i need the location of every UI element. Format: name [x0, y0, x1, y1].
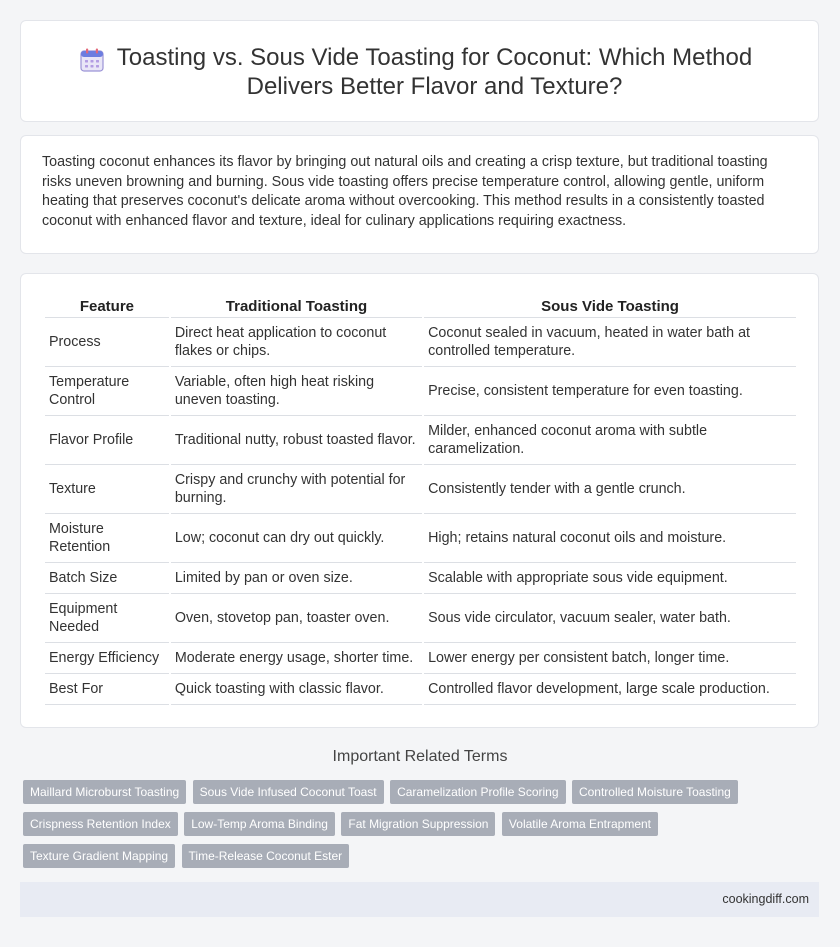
- intro-card: [20, 135, 819, 254]
- table-cell-traditional: Limited by pan or oven size.: [171, 563, 422, 594]
- table-cell-feature: Process: [45, 318, 169, 367]
- related-term-tag[interactable]: Caramelization Profile Scoring: [390, 780, 565, 804]
- table-cell-sous-vide: Coconut sealed in vacuum, heated in water bath at controlled temperature.: [424, 318, 796, 367]
- table-cell-sous-vide: Lower energy per consistent batch, longer time.: [424, 643, 796, 674]
- related-term-tag[interactable]: Low-Temp Aroma Binding: [184, 812, 335, 836]
- table-row: [45, 674, 796, 705]
- table-cell-feature: Energy Efficiency: [45, 643, 169, 674]
- table-row: [45, 563, 796, 594]
- table-cell-feature: Flavor Profile: [45, 416, 169, 465]
- table-cell-traditional: Low; coconut can dry out quickly.: [171, 514, 422, 563]
- table-cell-feature: Temperature Control: [45, 367, 169, 416]
- table-cell-traditional: Direct heat application to coconut flakes or chips.: [171, 318, 422, 367]
- table-header-row: [45, 294, 796, 318]
- column-header-sous-vide: Sous Vide Toasting: [424, 294, 796, 318]
- column-header-feature: Feature: [45, 294, 169, 318]
- table-cell-sous-vide: Milder, enhanced coconut aroma with subtle caramelization.: [424, 416, 796, 465]
- table-cell-feature: Moisture Retention: [45, 514, 169, 563]
- page-title: Toasting vs. Sous Vide Toasting for Coconut: Which Method Delivers Better Flavor and Texture?: [116, 44, 753, 100]
- table-cell-traditional: Variable, often high heat risking uneven toasting.: [171, 367, 422, 416]
- related-term-tag[interactable]: Controlled Moisture Toasting: [572, 780, 738, 804]
- comparison-table-card: [20, 273, 819, 728]
- table-cell-traditional: Traditional nutty, robust toasted flavor.: [171, 416, 422, 465]
- related-term-tag[interactable]: Fat Migration Suppression: [341, 812, 495, 836]
- table-cell-sous-vide: High; retains natural coconut oils and moisture.: [424, 514, 796, 563]
- table-cell-traditional: Oven, stovetop pan, toaster oven.: [171, 594, 422, 643]
- intro-paragraph: Toasting coconut enhances its flavor by bringing out natural oils and creating a crisp texture, but traditional toasting risks uneven browning and burning. Sous vide toasting offers precise temperature control, allowing gentle, uniform heating that preserves coconut's delicate aroma without overcooking. This method results in a consistently toasted coconut with enhanced flavor and texture, ideal for culinary applications requiring exactness.: [42, 154, 768, 229]
- related-term-tag[interactable]: Crispness Retention Index: [23, 812, 178, 836]
- table-cell-traditional: Quick toasting with classic flavor.: [171, 674, 422, 705]
- table-row: [45, 594, 796, 643]
- table-cell-sous-vide: Scalable with appropriate sous vide equipment.: [424, 563, 796, 594]
- related-term-tag[interactable]: Sous Vide Infused Coconut Toast: [193, 780, 384, 804]
- table-cell-sous-vide: Precise, consistent temperature for even toasting.: [424, 367, 796, 416]
- table-cell-sous-vide: Consistently tender with a gentle crunch.: [424, 465, 796, 514]
- table-cell-feature: Best For: [45, 674, 169, 705]
- related-terms-title: Important Related Terms: [332, 748, 508, 765]
- table-row: [45, 318, 796, 367]
- table-cell-sous-vide: Controlled flavor development, large scale production.: [424, 674, 796, 705]
- table-row: [45, 643, 796, 674]
- related-term-tag[interactable]: Time-Release Coconut Ester: [182, 844, 350, 868]
- table-row: [45, 465, 796, 514]
- related-term-tag[interactable]: Texture Gradient Mapping: [23, 844, 175, 868]
- column-header-traditional: Traditional Toasting: [171, 294, 422, 318]
- table-row: [45, 514, 796, 563]
- table-cell-traditional: Crispy and crunchy with potential for burning.: [171, 465, 422, 514]
- table-row: [45, 416, 796, 465]
- footer: [20, 882, 819, 917]
- table-cell-feature: Texture: [45, 465, 169, 514]
- related-term-tag[interactable]: Volatile Aroma Entrapment: [502, 812, 658, 836]
- header-card: [20, 20, 819, 122]
- table-cell-feature: Batch Size: [45, 563, 169, 594]
- table-cell-feature: Equipment Needed: [45, 594, 169, 643]
- related-term-tag[interactable]: Maillard Microburst Toasting: [23, 780, 186, 804]
- comparison-table: [43, 294, 798, 705]
- table-cell-sous-vide: Sous vide circulator, vacuum sealer, water bath.: [424, 594, 796, 643]
- table-row: [45, 367, 796, 416]
- footer-site-link[interactable]: cookingdiff.com: [722, 892, 809, 906]
- related-terms-list: [23, 780, 803, 876]
- table-cell-traditional: Moderate energy usage, shorter time.: [171, 643, 422, 674]
